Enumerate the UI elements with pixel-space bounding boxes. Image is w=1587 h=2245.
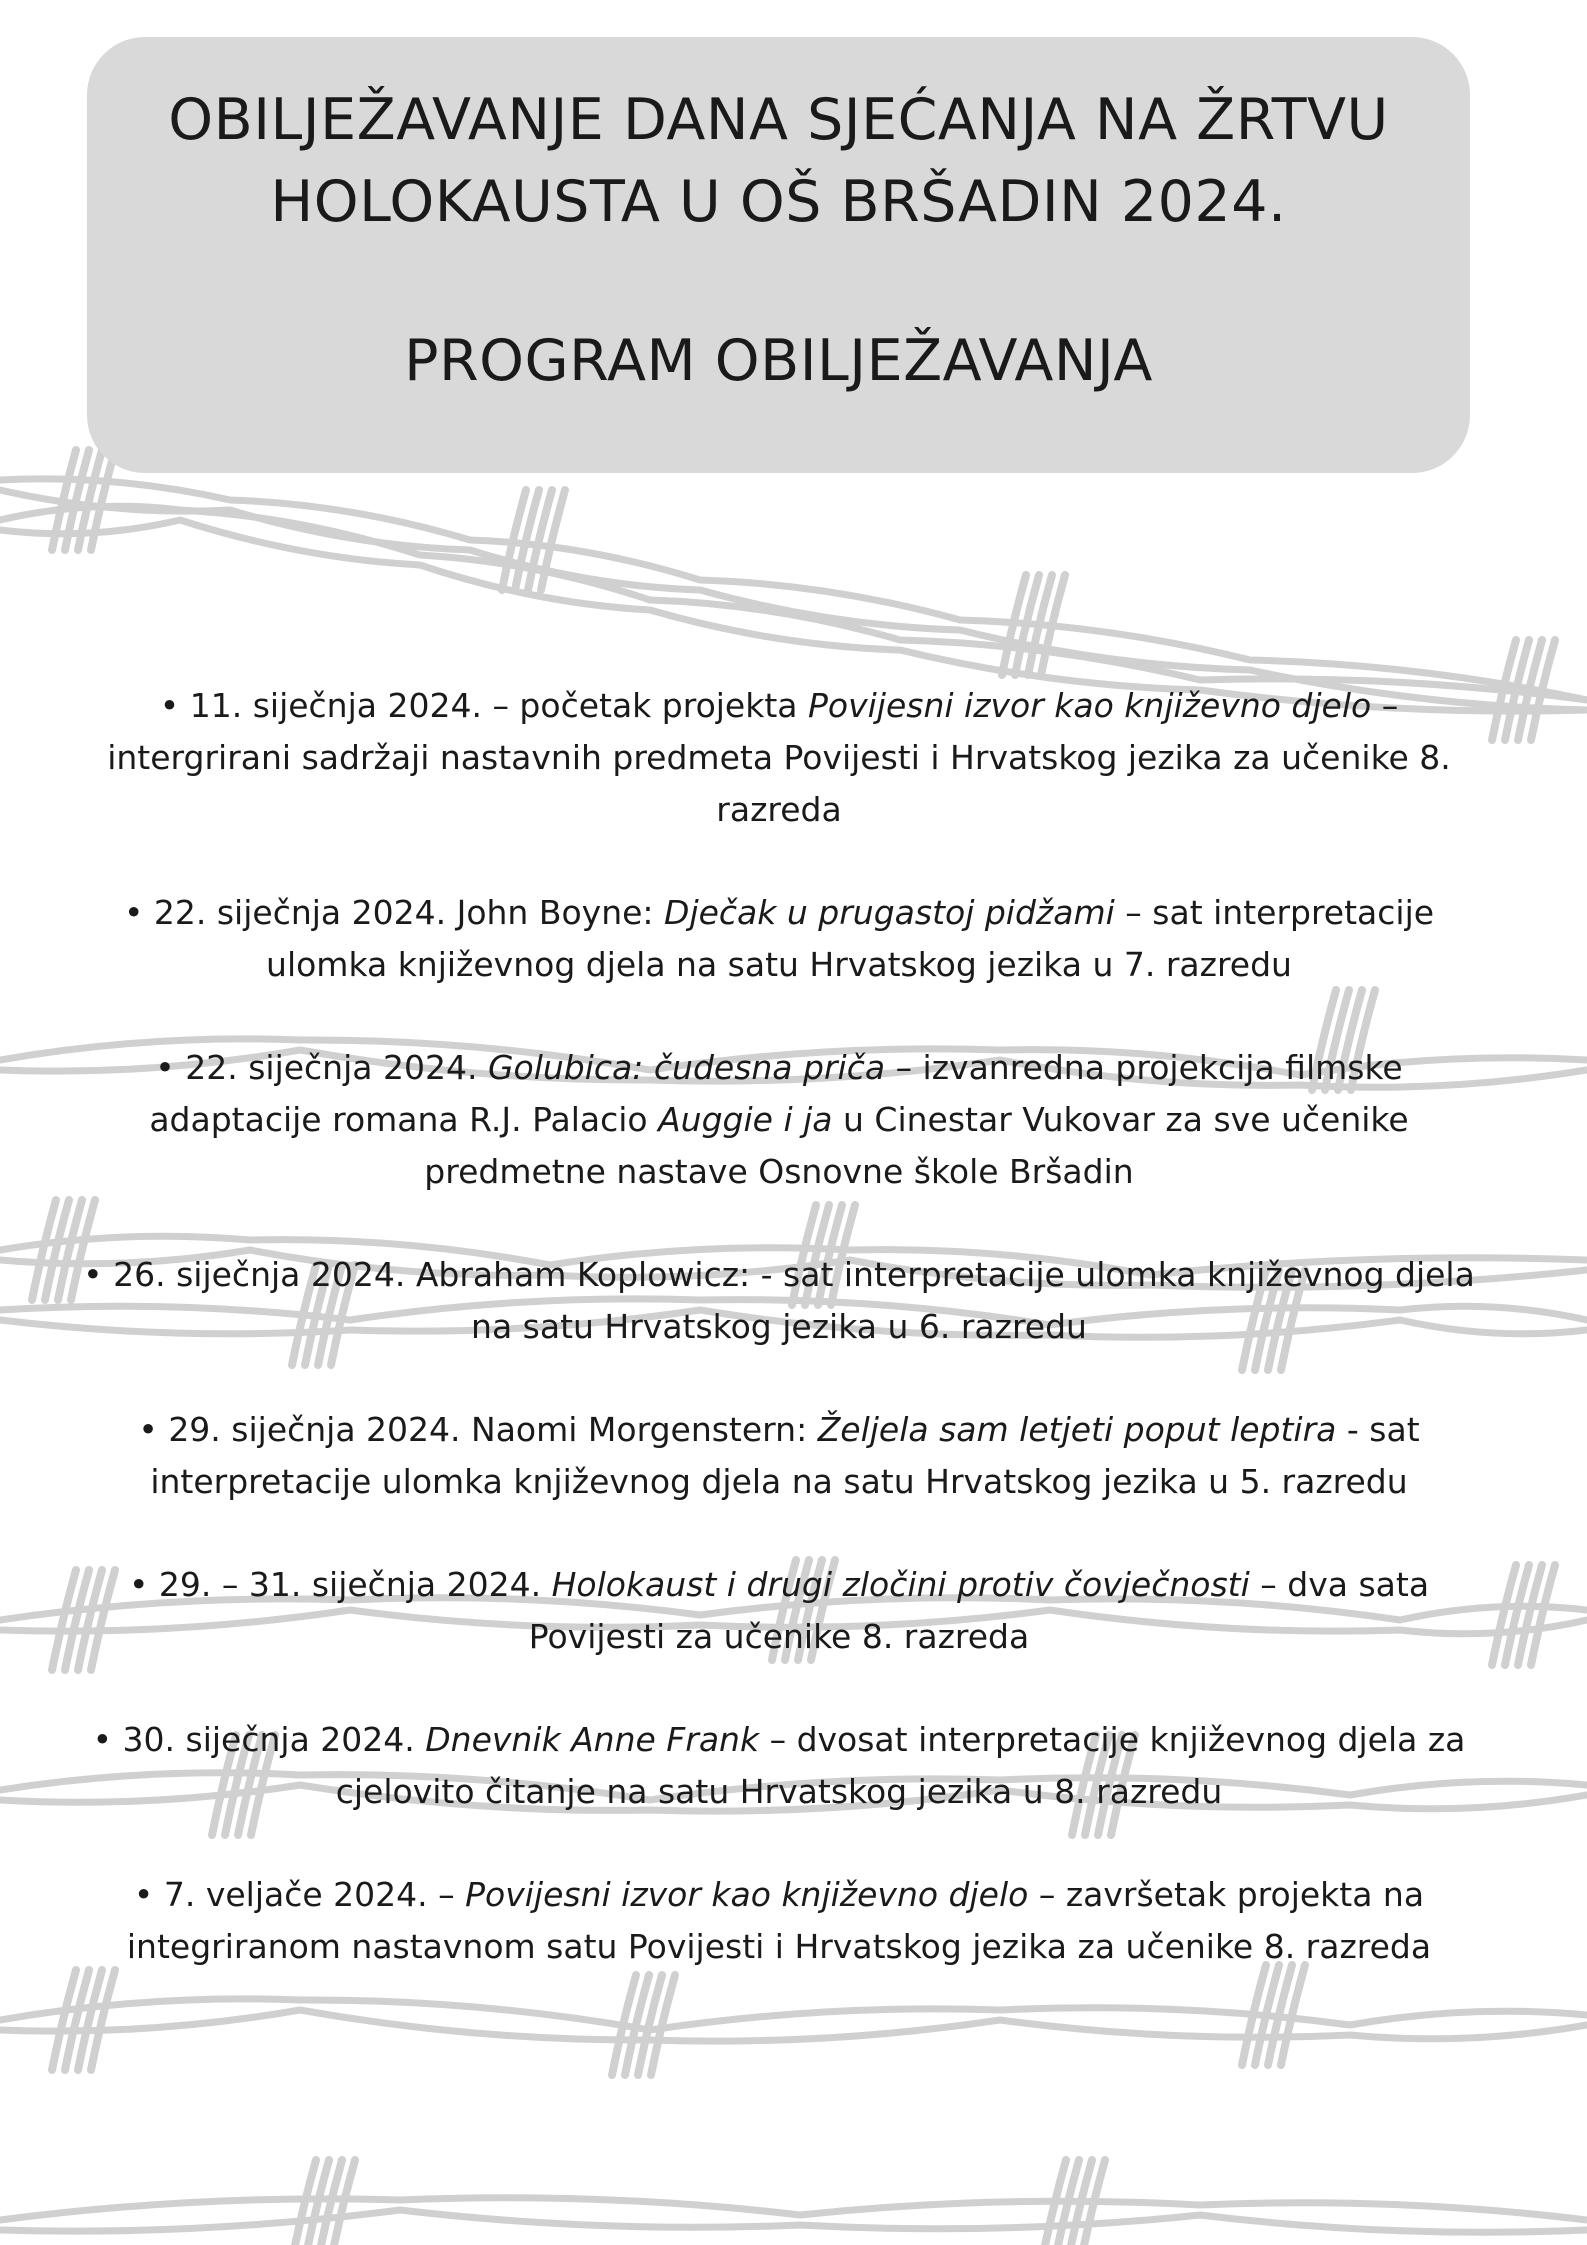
event-text: – izvanredna projekcija filmske adaptacije romana R.J. Palacio	[149, 1048, 1403, 1139]
event-text: – dvosat interpretacije književnog djela za cjelovito čitanje na satu Hrvatskog jezika u 8. razredu	[335, 1720, 1466, 1811]
event-text: u Cinestar Vukovar za sve učenike predmetne nastave Osnovne škole Bršadin	[424, 1100, 1409, 1191]
event-item	[80, 1042, 1478, 1198]
page-title: OBILJEŽAVANJE DANA SJEĆANJA NA ŽRTVU HOLOKAUSTA U OŠ BRŠADIN 2024.	[168, 87, 1389, 235]
event-item	[80, 1249, 1478, 1353]
event-item	[80, 680, 1478, 836]
event-list	[80, 680, 1478, 2024]
event-item	[80, 1714, 1478, 1818]
barb-icon	[1492, 1565, 1555, 1665]
event-text: • 11. siječnja 2024. – početak projekta	[159, 686, 808, 725]
event-text: – dva sata Povijesti za učenike 8. razreda	[528, 1565, 1430, 1656]
wire-strand	[0, 2198, 1587, 2220]
barb-icon	[292, 2160, 355, 2245]
event-work-title: Golubica: čudesna priča	[487, 1048, 886, 1087]
page-subtitle: PROGRAM OBILJEŽAVANJA	[404, 328, 1153, 394]
event-work-title: Auggie i ja	[658, 1100, 833, 1139]
event-text: • 30. siječnja 2024.	[92, 1720, 426, 1759]
event-text: • 29. – 31. siječnja 2024.	[128, 1565, 552, 1604]
event-work-title: Željela sam letjeti poput leptira	[817, 1410, 1337, 1449]
event-item	[80, 1869, 1478, 1973]
event-text: – završetak projekta na integriranom nastavnom satu Povijesti i Hrvatskog jezika za učenike 8. razreda	[126, 1875, 1432, 1966]
event-work-title: Povijesni izvor kao književno djelo	[808, 686, 1372, 725]
event-work-title: Dnevnik Anne Frank	[425, 1720, 760, 1759]
event-item	[80, 887, 1478, 991]
event-text: • 22. siječnja 2024.	[155, 1048, 488, 1087]
header-box	[87, 37, 1470, 473]
event-item	[80, 1559, 1478, 1663]
event-text: • 7. veljače 2024. –	[133, 1875, 466, 1914]
event-text: - sat interpretacije ulomka književnog djela na satu Hrvatskog jezika u 5. razredu	[150, 1410, 1420, 1501]
event-item	[80, 1404, 1478, 1508]
event-work-title: Holokaust i drugi zločini protiv čovječnosti	[551, 1565, 1250, 1604]
event-text: – sat interpretacije ulomka književnog djela na satu Hrvatskog jezika u 7. razredu	[266, 893, 1435, 984]
event-text: • 22. siječnja 2024. John Boyne:	[123, 893, 665, 932]
event-work-title: Povijesni izvor kao književno djelo	[465, 1875, 1029, 1914]
event-text: – intergrirani sadržaji nastavnih predmeta Povijesti i Hrvatskog jezika za učenike 8. razreda	[107, 686, 1451, 829]
event-text: • 29. siječnja 2024. Naomi Morgenstern:	[138, 1410, 818, 1449]
event-work-title: Dječak u prugastoj pidžami	[664, 893, 1115, 932]
event-text: • 26. siječnja 2024. Abraham Koplowicz: - sat interpretacije ulomka književnog djela na satu Hrvatskog jezika u 6. razredu	[83, 1255, 1475, 1346]
